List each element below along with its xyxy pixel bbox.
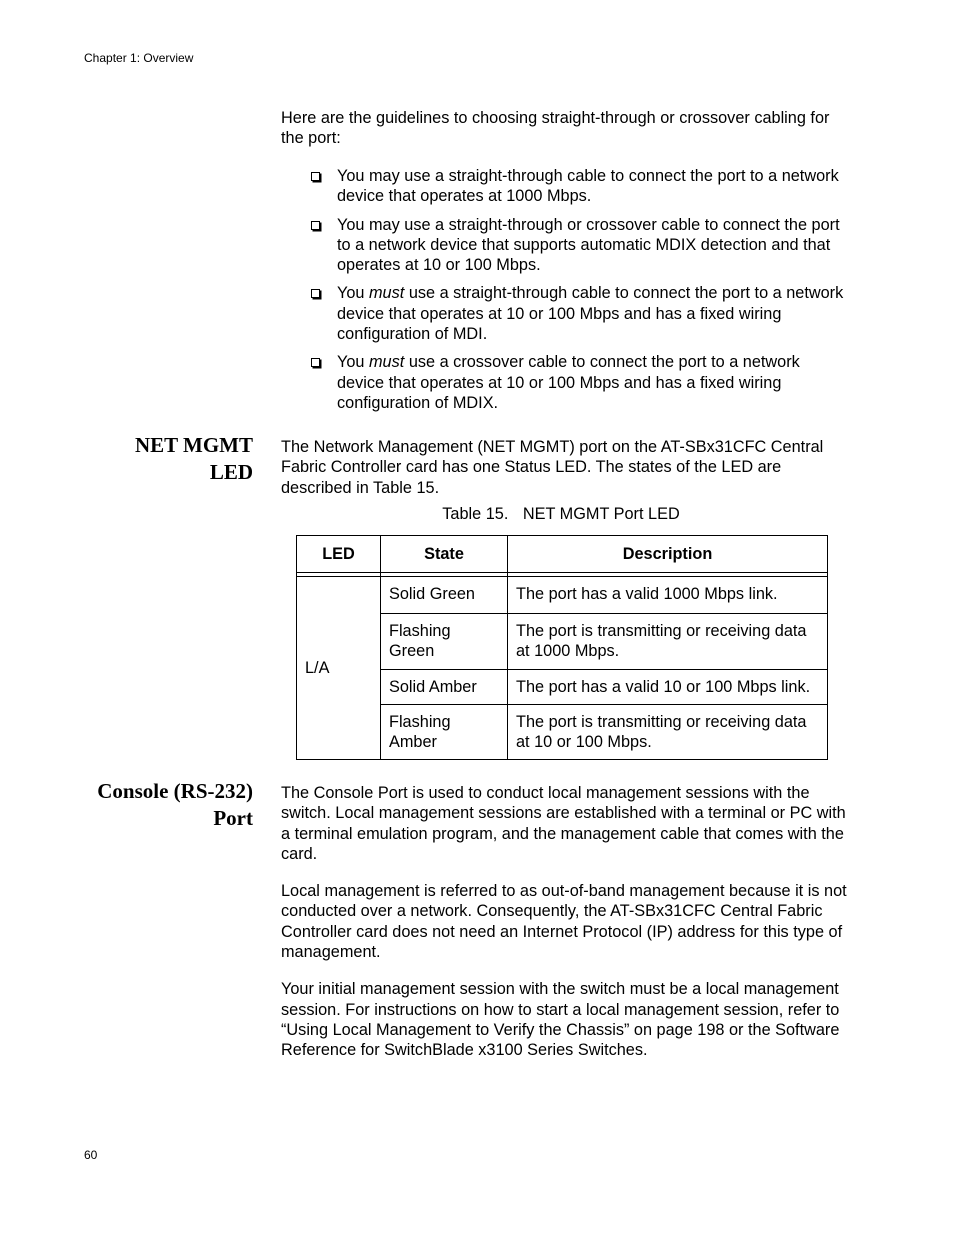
table-header-row [297,536,828,573]
table-row [297,577,828,614]
cabling-guidelines-list [309,166,849,421]
console-port-heading: Console (RS-232) Port [97,779,253,830]
list-item: You may use a straight-through or crossover cable to connect the port to a network device that supports automatic MDIX detection and that operates at 10 or 100 Mbps. [309,215,849,276]
state-cell: Solid Amber [381,669,508,704]
running-header: Chapter 1: Overview [84,51,194,65]
checkbox-bullet-icon [311,221,320,230]
column-header-state: State [381,536,508,573]
console-section-body [281,783,851,1078]
console-paragraph: Your initial management session with the switch must be a local management session. For instructions on how to start a local management session, refer to “Using Local Management to Verify the Chassis” on page 198 or the Software Reference for SwitchBlade x3100 Series Switches. [281,980,840,1060]
net-mgmt-led-table [296,535,828,760]
led-name-cell: L/A [297,577,381,760]
list-item: You must use a straight-through cable to connect the port to a network device that operates at 10 or 100 Mbps and has a fixed wiring configuration of MDI. [309,283,849,344]
state-cell: Flashing Amber [381,704,508,760]
checkbox-bullet-icon [311,289,320,298]
console-paragraph: Local management is referred to as out-of-band management because it is not conducted over a network. Consequently, the AT-SBx31CFC Central Fabric Controller card does not need an Internet Protocol (IP) address for this type of management. [281,882,847,962]
checkbox-bullet-icon [311,358,320,367]
description-cell: The port is transmitting or receiving data at 1000 Mbps. [508,614,828,670]
checkbox-bullet-icon [311,172,320,181]
description-cell: The port has a valid 1000 Mbps link. [508,577,828,614]
console-paragraph: The Console Port is used to conduct local management sessions with the switch. Local management sessions are established with a terminal or PC with a terminal emulation program, and the management cable that comes with the card. [281,784,846,863]
list-item: You may use a straight-through cable to connect the port to a network device that operates at 1000 Mbps. [309,166,849,207]
state-cell: Solid Green [381,577,508,614]
list-item: You must use a crossover cable to connect the port to a network device that operates at 10 or 100 Mbps and has a fixed wiring configuration of MDIX. [309,352,849,413]
state-cell: Flashing Green [381,614,508,670]
description-cell: The port has a valid 10 or 100 Mbps link. [508,669,828,704]
net-mgmt-paragraph: The Network Management (NET MGMT) port on the AT-SBx31CFC Central Fabric Controller card has one Status LED. The states of the LED are described in Table 15. [281,438,824,497]
column-header-led: LED [297,536,381,573]
net-mgmt-led-heading: NET MGMT LED [134,433,253,484]
description-cell: The port is transmitting or receiving data at 10 or 100 Mbps. [508,704,828,760]
table-caption: Table 15. NET MGMT Port LED [442,505,680,523]
intro-paragraph: Here are the guidelines to choosing straight-through or crossover cabling for the port: [281,109,830,148]
page-number: 60 [84,1148,98,1162]
column-header-description: Description [508,536,828,573]
